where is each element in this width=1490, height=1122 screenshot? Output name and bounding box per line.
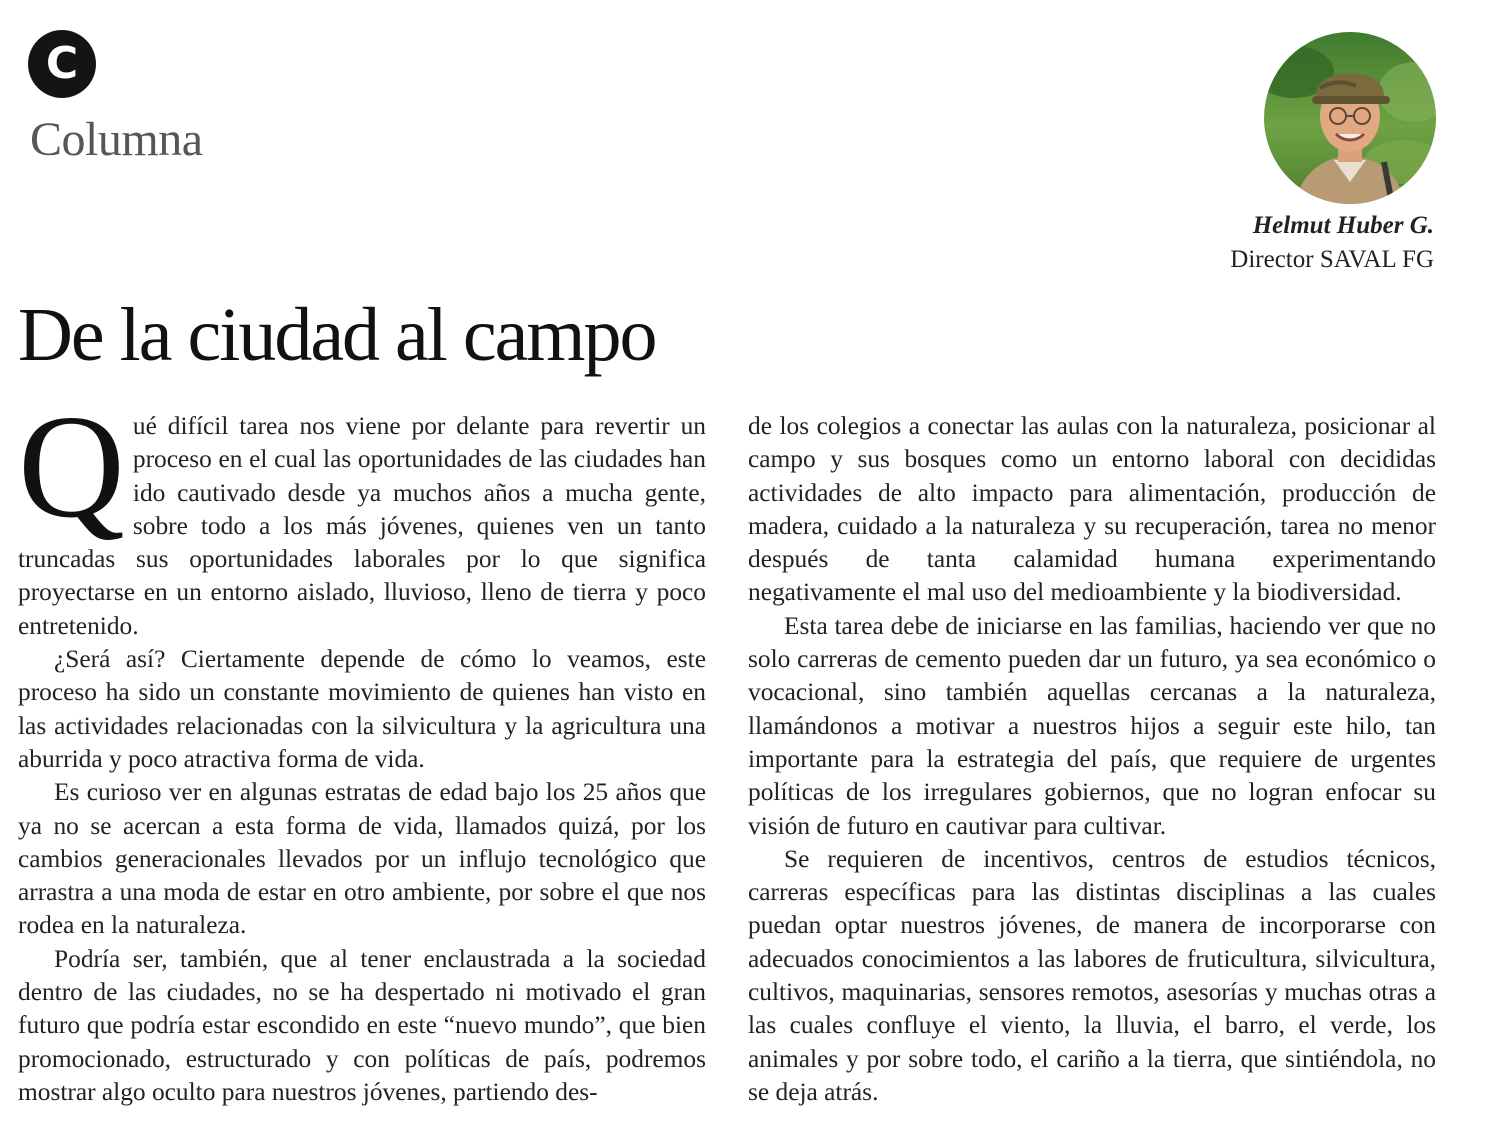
article-paragraph: Podría ser, también, que al tener enclaustrada a la sociedad dentro de las ciudades, no se ha despertado ni motivado el gran futuro que podría estar escondido en este “nuevo mundo”, que bien promocionado, estructurado y con políticas de país, podremos mostrar algo oculto para nuestros jóvenes, partiendo des- (18, 944, 706, 1106)
article-paragraph: Es curioso ver en algunas estratas de edad bajo los 25 años que ya no se acercan a esta forma de vida, llamados quizá, por los cambios generacionales llevados por un influjo tecnológico que arrastra a una moda de estar en otro ambiente, por sobre el que nos rodea en la naturaleza. (18, 778, 706, 940)
section-badge: C (28, 30, 96, 98)
article-paragraph (18, 385, 706, 643)
author-role: Director SAVAL FG (1230, 246, 1434, 273)
article-column-left (18, 385, 706, 1109)
section-label: Columna (30, 113, 203, 166)
article-paragraph: Esta tarea debe de iniciarse en las familias, haciendo ver que no solo carreras de cemento pueden dar un futuro, ya sea económico o vocacional, sino también aquellas cercanas a la naturaleza, llamándonos a motivar a nuestros hijos a seguir este hilo, tan importante para la estrategia del país, que requiere de urgentes políticas de los irregulares gobiernos, que no logran enfocar su visión de futuro en cautivar para cultivar. (748, 611, 1436, 840)
article-headline: De la ciudad al campo (18, 293, 656, 377)
article-paragraph: Se requieren de incentivos, centros de estudios técnicos, carreras específicas para las distintas disciplinas a las cuales puedan optar nuestros jóvenes, de manera de incorporarse con adecuados conocimientos a las labores de fruticultura, silvicultura, cultivos, maquinarias, sensores remotos, asesorías y muchas otras a las cuales confluye el viento, la lluvia, el barro, el verde, los animales y por sobre todo, el cariño a la tierra, que sintiéndola, no se deja atrás. (748, 844, 1436, 1106)
article-paragraph: de los colegios a conectar las aulas con la naturaleza, posicionar al campo y sus bosques como un entorno laboral con decididas actividades de alto impacto para alimentación, producción de madera, cuidado a la naturaleza y su recuperación, tarea no menor después de tanta calamidad humana experimentando negativamente el mal uso del medioambiente y la biodiversidad. (748, 412, 1436, 607)
article-paragraph: ¿Será así? Ciertamente depende de cómo lo veamos, este proceso ha sido un constante movimiento de quienes han visto en las actividades relacionadas con la silvicultura y la agricultura una aburrida y poco atractiva forma de vida. (18, 645, 706, 773)
author-name: Helmut Huber G. (1252, 212, 1434, 239)
article-column-right (748, 410, 1436, 1109)
author-avatar (1264, 32, 1436, 204)
author-portrait-icon (1264, 32, 1436, 204)
paragraph-text: ué difícil tarea nos viene por delante para revertir un proceso en el cual las oportunidades de las ciudades han ido cautivado desde ya muchos años a mucha gente, sobre todo a los más jóvenes, quienes ven un tanto truncadas sus oportunidades laborales por lo que significa proyectarse en un entorno aislado, lluvioso, lleno de tierra y poco entretenido. (18, 412, 706, 640)
drop-cap: Q (18, 385, 125, 549)
